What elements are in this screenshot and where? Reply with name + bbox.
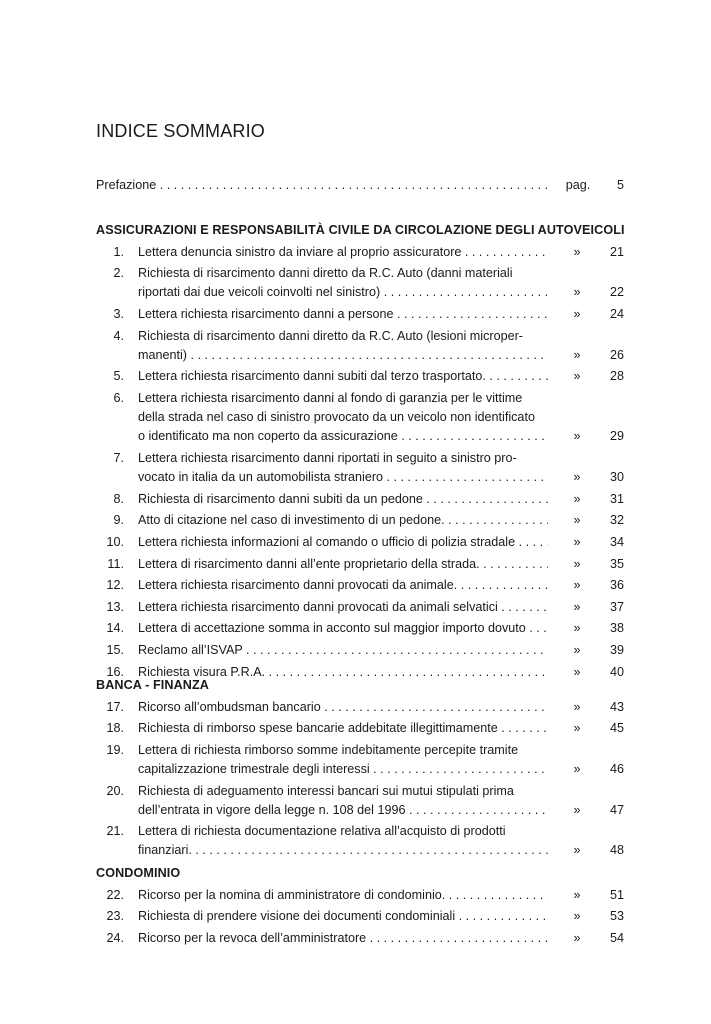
ref-symbol: »: [573, 761, 581, 776]
section-heading: ASSICURAZIONI E RESPONSABILITÀ CIVILE DA CIRCOLAZIONE DEGLI AUTOVEICOLI: [96, 223, 625, 237]
entry-number: 15.: [106, 642, 124, 657]
ref-symbol: »: [573, 721, 581, 736]
entry-title-line: Lettera di accettazione somma in acconto sul maggior importo dovuto . . .: [138, 619, 548, 638]
entry-number: 3.: [113, 306, 124, 321]
page-number: 48: [609, 843, 624, 858]
entry-number: 9.: [113, 513, 124, 528]
entry-title-line: Ricorso per la nomina di amministratore di condominio. . . .: [138, 886, 548, 905]
entry-title-line: Lettera richiesta risarcimento danni subiti dal terzo trasportato. . . .: [138, 367, 548, 386]
entry-title-line: della strada nel caso di sinistro provocato da un veicolo non identificato: [138, 410, 535, 425]
page-abbrev: pag.: [565, 178, 591, 192]
page-number: 30: [609, 470, 624, 485]
page-number: 45: [609, 721, 624, 736]
entry-title-line: Richiesta di rimborso spese bancarie addebitate illegittimamente . . .: [138, 719, 548, 738]
page-title: INDICE SOMMARIO: [96, 121, 266, 141]
entry-number: 18.: [106, 721, 124, 736]
page-number: 28: [609, 369, 624, 384]
entry-title-line: capitalizzazione trimestrale degli interessi . . .: [138, 760, 548, 779]
entry-title-line: Richiesta di adeguamento interessi bancari sui mutui stipulati prima: [138, 783, 514, 798]
ref-symbol: »: [573, 491, 581, 506]
page-number: 31: [609, 491, 624, 506]
page-number: 51: [609, 887, 624, 902]
entry-number: 13.: [106, 599, 124, 614]
entry-number: 21.: [106, 824, 124, 839]
entry-number: 6.: [113, 390, 124, 405]
entry-number: 4.: [113, 328, 124, 343]
ref-symbol: »: [573, 843, 581, 858]
entry-title-line: Lettera di risarcimento danni all’ente proprietario della strada. . . .: [138, 555, 548, 574]
page-number: 34: [609, 534, 624, 549]
ref-symbol: »: [573, 470, 581, 485]
page-number: 35: [609, 556, 624, 571]
entry-number: 2.: [113, 266, 124, 281]
entry-title-line: Richiesta visura P.R.A. . . .: [138, 663, 548, 682]
page-number: 43: [609, 699, 624, 714]
preface-label: Prefazione . . .: [96, 176, 548, 195]
page-number: 47: [609, 802, 624, 817]
section-heading: BANCA - FINANZA: [96, 678, 209, 692]
entry-number: 5.: [113, 369, 124, 384]
entry-title-line: manenti) . . .: [138, 346, 548, 365]
entry-title-line: Ricorso all’ombudsman bancario . . .: [138, 698, 548, 717]
page-number: 26: [609, 347, 624, 362]
entry-number: 19.: [106, 742, 124, 757]
entry-number: 1.: [113, 244, 124, 259]
ref-symbol: »: [573, 513, 581, 528]
entry-title-line: Atto di citazione nel caso di investimento di un pedone. . . .: [138, 511, 548, 530]
entry-title-line: Lettera richiesta risarcimento danni provocati da animale. . . .: [138, 576, 548, 595]
page-number: 22: [609, 285, 624, 300]
entry-title-line: Richiesta di prendere visione dei documenti condominiali . . .: [138, 907, 548, 926]
page-number: 37: [609, 599, 624, 614]
page-number: 21: [609, 244, 624, 259]
page-number: 5: [616, 178, 624, 192]
ref-symbol: »: [573, 578, 581, 593]
entry-title-line: Richiesta di risarcimento danni subiti da un pedone . . .: [138, 490, 548, 509]
entry-title-line: riportati dai due veicoli coinvolti nel sinistro) . . .: [138, 283, 548, 302]
page-number: 54: [609, 930, 624, 945]
entry-number: 8.: [113, 491, 124, 506]
entry-number: 24.: [106, 930, 124, 945]
entry-number: 16.: [106, 664, 124, 679]
entry-title-line: Lettera richiesta risarcimento danni provocati da animali selvatici . . .: [138, 598, 548, 617]
page-number: 38: [609, 621, 624, 636]
ref-symbol: »: [573, 429, 581, 444]
ref-symbol: »: [573, 285, 581, 300]
entry-number: 20.: [106, 783, 124, 798]
entry-title-line: Richiesta di risarcimento danni diretto da R.C. Auto (lesioni microper-: [138, 328, 523, 343]
entry-title-line: finanziari. . . .: [138, 841, 548, 860]
ref-symbol: »: [573, 621, 581, 636]
ref-symbol: »: [573, 244, 581, 259]
entry-title-line: Lettera di richiesta documentazione relativa all’acquisto di prodotti: [138, 824, 506, 839]
page-number: 39: [609, 642, 624, 657]
ref-symbol: »: [573, 699, 581, 714]
ref-symbol: »: [573, 802, 581, 817]
entry-number: 7.: [113, 450, 124, 465]
entry-title-line: Reclamo all’ISVAP . . .: [138, 641, 548, 660]
entry-title-line: Lettera richiesta risarcimento danni riportati in seguito a sinistro pro-: [138, 450, 517, 465]
entry-title-line: Lettera di richiesta rimborso somme indebitamente percepite tramite: [138, 742, 519, 757]
entry-number: 12.: [106, 578, 124, 593]
page-number: 40: [609, 664, 624, 679]
page-number: 53: [609, 909, 624, 924]
entry-title-line: Richiesta di risarcimento danni diretto da R.C. Auto (danni materiali: [138, 266, 513, 281]
ref-symbol: »: [573, 347, 581, 362]
entry-number: 22.: [106, 887, 124, 902]
entry-number: 14.: [106, 621, 124, 636]
page-number: 46: [609, 761, 624, 776]
ref-symbol: »: [573, 664, 581, 679]
entry-number: 17.: [106, 699, 124, 714]
ref-symbol: »: [573, 930, 581, 945]
ref-symbol: »: [573, 306, 581, 321]
entry-number: 23.: [106, 909, 124, 924]
ref-symbol: »: [573, 599, 581, 614]
page-number: 36: [609, 578, 624, 593]
entry-number: 11.: [107, 556, 124, 571]
entry-title-line: dell’entrata in vigore della legge n. 108 del 1996 . . .: [138, 801, 548, 820]
ref-symbol: »: [573, 534, 581, 549]
entry-title-line: Lettera richiesta risarcimento danni a persone . . .: [138, 305, 548, 324]
entry-title-line: Lettera denuncia sinistro da inviare al proprio assicuratore . . .: [138, 243, 548, 262]
ref-symbol: »: [573, 909, 581, 924]
page-number: 32: [609, 513, 624, 528]
ref-symbol: »: [573, 369, 581, 384]
ref-symbol: »: [573, 556, 581, 571]
page-number: 29: [609, 429, 624, 444]
entry-title-line: Ricorso per la revoca dell’amministratore . . .: [138, 929, 548, 948]
ref-symbol: »: [573, 887, 581, 902]
ref-symbol: »: [573, 642, 581, 657]
entry-title-line: o identificato ma non coperto da assicurazione . . .: [138, 427, 548, 446]
entry-title-line: Lettera richiesta risarcimento danni al fondo di garanzia per le vittime: [138, 390, 523, 405]
section-heading: CONDOMINIO: [96, 866, 181, 880]
page-number: 24: [609, 306, 624, 321]
entry-title-line: Lettera richiesta informazioni al comando o ufficio di polizia stradale . . . .: [138, 533, 548, 552]
entry-number: 10.: [106, 534, 124, 549]
entry-title-line: vocato in italia da un automobilista straniero . . .: [138, 468, 548, 487]
